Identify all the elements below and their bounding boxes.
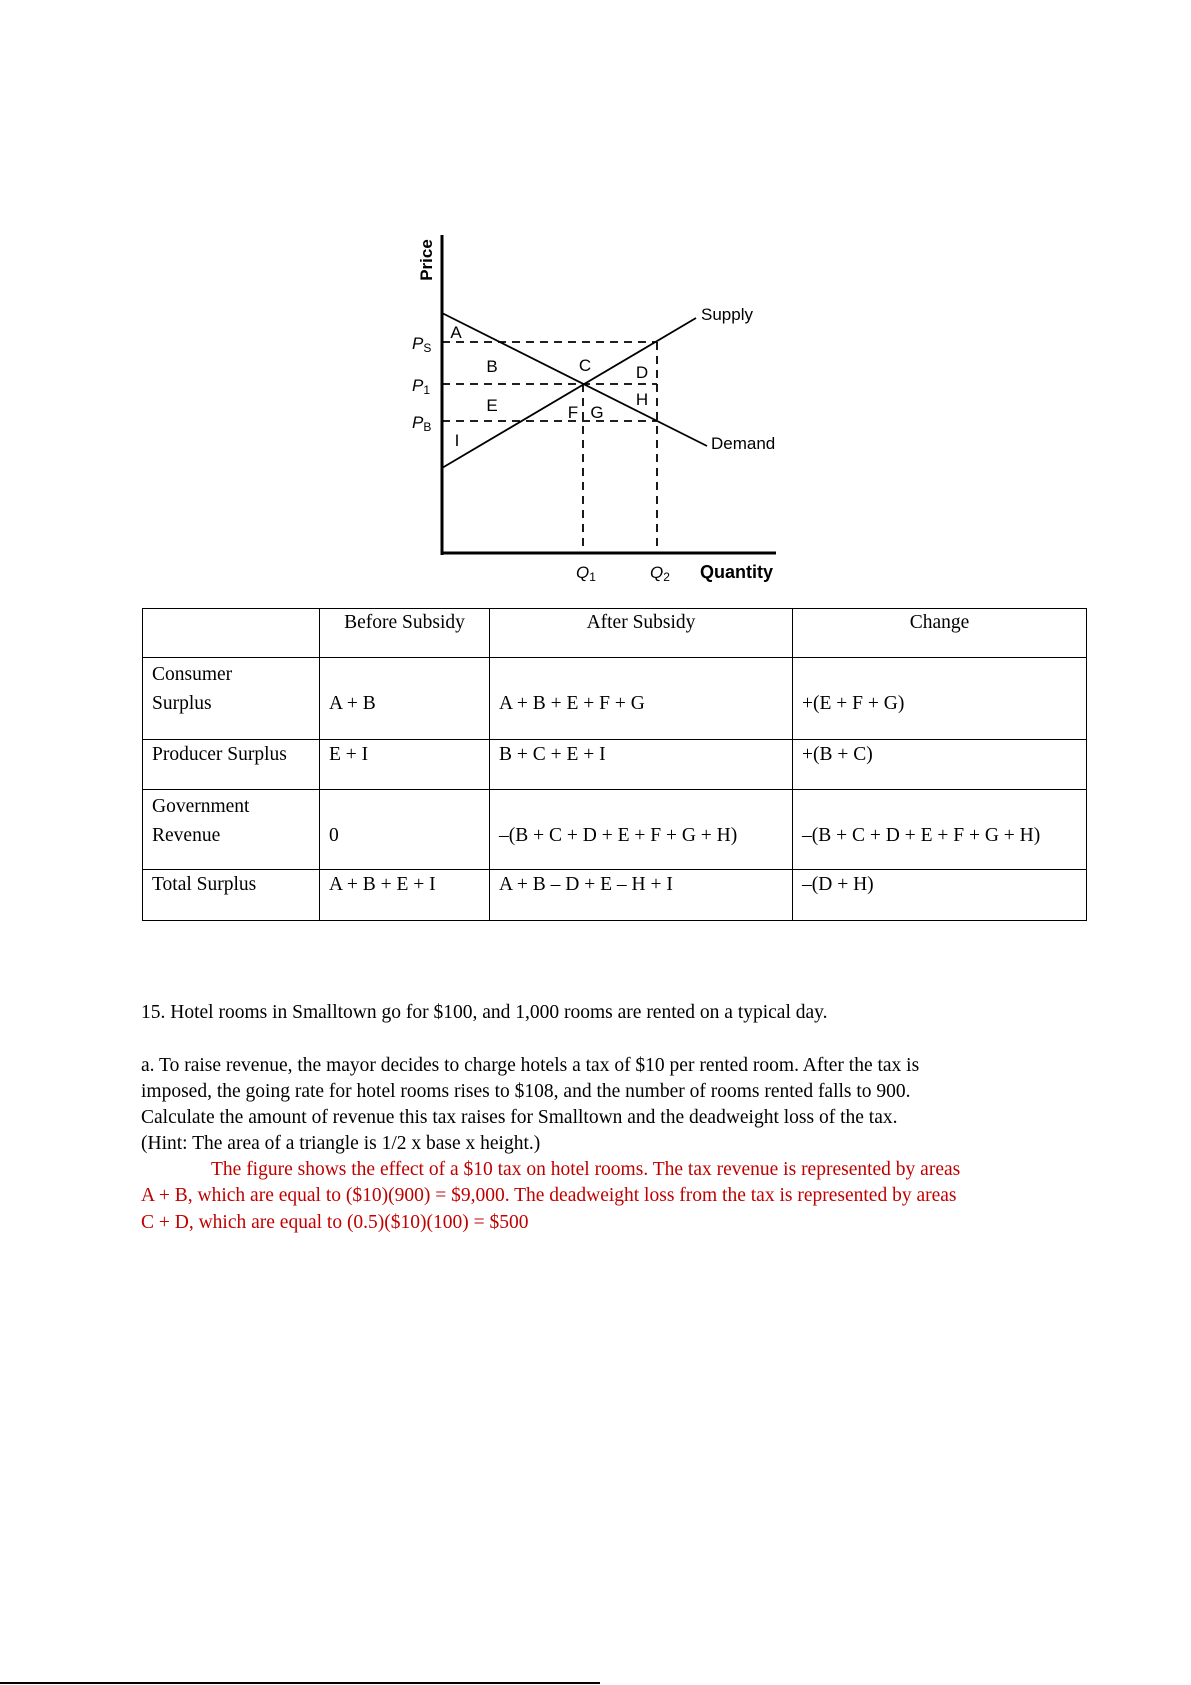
before-cell: E + I [320,740,490,790]
surplus-table [142,608,1087,921]
question-part-a-line: Calculate the amount of revenue this tax raises for Smalltown and the deadweight loss of the tax. [141,1107,898,1128]
before-cell: A + B + E + I [320,870,490,921]
row-label: Consumer Surplus [143,658,320,740]
demand-label: Demand [711,434,776,453]
after-cell: A + B + E + F + G [490,658,793,740]
before-cell: 0 [320,790,490,870]
question-part-a-line: imposed, the going rate for hotel rooms rises to $108, and the number of rooms rented falls to 900. [141,1081,911,1102]
change-cell: –(B + C + D + E + F + G + H) [793,790,1087,870]
subsidy-diagram [0,0,1191,600]
row-label: Government Revenue [143,790,320,870]
table-header-cell: Before Subsidy [320,609,490,658]
after-cell: –(B + C + D + E + F + G + H) [490,790,793,870]
table-header-cell: Change [793,609,1087,658]
row-label: Total Surplus [143,870,320,921]
change-cell: +(B + C) [793,740,1087,790]
table-row [143,740,1087,790]
area-g-label: G [590,403,604,422]
q2-label: Q2 [650,563,670,584]
change-cell: +(E + F + G) [793,658,1087,740]
demand-curve [442,313,707,446]
answer-line: A + B, which are equal to ($10)(900) = $9,000. The deadweight loss from the tax is represented by areas [141,1185,957,1206]
area-c-label: C [578,356,592,375]
question-title: 15. Hotel rooms in Smalltown go for $100, and 1,000 rooms are rented on a typical day. [141,1002,828,1023]
table-row [143,870,1087,921]
area-h-label: H [635,390,649,409]
answer-line: The figure shows the effect of a $10 tax on hotel rooms. The tax revenue is represented by areas [211,1159,961,1180]
table-header-cell: After Subsidy [490,609,793,658]
after-cell: A + B – D + E – H + I [490,870,793,921]
question-part-a-line: (Hint: The area of a triangle is 1/2 x base x height.) [141,1133,541,1154]
table-row [143,790,1087,870]
question-part-a-line: a. To raise revenue, the mayor decides to charge hotels a tax of $10 per rented room. After the tax is [141,1055,920,1076]
pb-label: PB [412,413,432,434]
row-label: Producer Surplus [143,740,320,790]
ps-label: PS [412,334,432,355]
area-f-label: F [567,403,579,422]
p1-label: P1 [412,376,431,397]
area-b-label: B [486,357,498,376]
answer-line: C + D, which are equal to (0.5)($10)(100) = $500 [141,1212,529,1233]
area-a-label: A [450,323,462,342]
table-header-row [143,609,1087,658]
x-axis-label: Quantity [700,562,774,582]
area-d-label: D [635,363,649,382]
table-row [143,658,1087,740]
page-bottom-rule [0,1682,600,1684]
change-cell: –(D + H) [793,870,1087,921]
after-cell: B + C + E + I [490,740,793,790]
supply-curve [442,318,696,468]
q1-label: Q1 [576,563,596,584]
before-cell: A + B [320,658,490,740]
supply-label: Supply [701,305,753,324]
table-header-cell [143,609,320,658]
area-i-label: I [454,431,460,450]
y-axis-label: Price [417,239,436,281]
area-e-label: E [486,396,498,415]
